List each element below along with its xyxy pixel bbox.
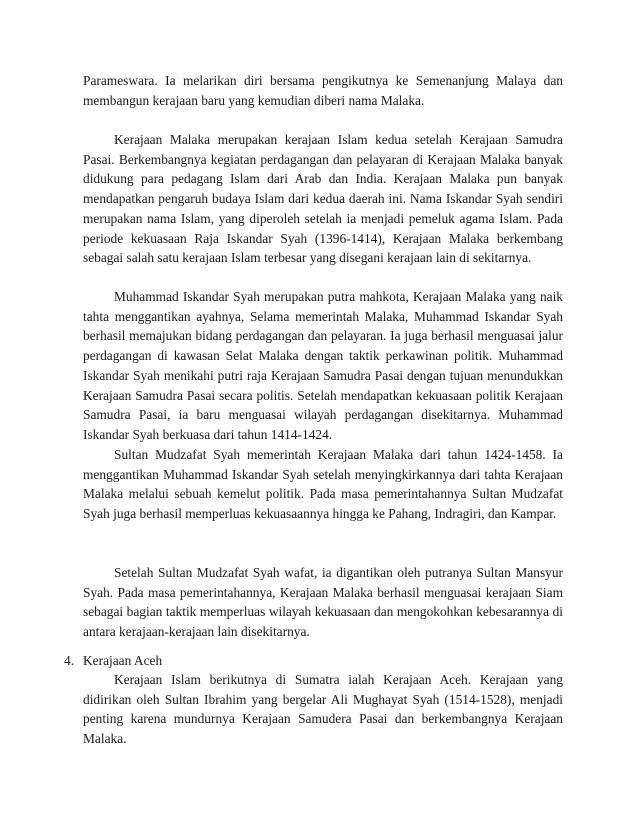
paragraph-sultan-mudzafat-syah: Sultan Mudzafat Syah memerintah Kerajaan Malaka dari tahun 1424-1458. Ia menggantikan Muhammad Iskandar Syah setelah menyingkirkannya dari tahta Kerajaan Malaka melalui sebuah kemelut politik. Pada masa pemerintahannya Sultan Mudzafat Syah juga berhasil memperluas kekuasaannya hingga ke Pahang, Indragiri, dan Kampar. [83, 447, 563, 522]
paragraph-sultan-mansyur-syah: Setelah Sultan Mudzafat Syah wafat, ia digantikan oleh putranya Sultan Mansyur Syah. Pada masa pemerintahannya, Kerajaan Malaka berhasil menguasai kerajaan Siam sebagai bagian taktik memperluas wilayah kekuasaan dan mengokohkan kebesarannya di antara kerajaan-kerajaan lain disekitarnya. [83, 565, 563, 640]
list-item-number: 4. [64, 653, 75, 668]
paragraph-muhammad-iskandar-syah: Muhammad Iskandar Syah merupakan putra mahkota, Kerajaan Malaka yang naik tahta menggantikan ayahnya, Selama memerintah Malaka, Muhammad Iskandar Syah berhasil memajukan bidang perdagangan dan pelayaran. Ia juga berhasil menguasai jalur perdagangan di kawasan Selat Malaka dengan taktik perkawinan politik. Muhammad Iskandar Syah menikahi putri raja Kerajaan Samudra Pasai dengan tujuan menundukkan Kerajaan Samudra Pasai secara politis. Setelah mendapatkan kekuasaan politik Kerajaan Samudra Pasai, ia baru menguasai wilayah perdagangan disekitarnya. Muhammad Iskandar Syah berkuasa dari tahun 1414-1424. [83, 289, 563, 442]
paragraph-kerajaan-aceh: Kerajaan Islam berikutnya di Sumatra ialah Kerajaan Aceh. Kerajaan yang didirikan oleh Sultan Ibrahim yang bergelar Ali Mughayat Syah (1514-1528), menjadi penting karena mundurnya Kerajaan Samudera Pasai dan berkembangnya Kerajaan Malaka. [83, 672, 563, 747]
paragraph-kerajaan-malaka-islam: Kerajaan Malaka merupakan kerajaan Islam kedua setelah Kerajaan Samudra Pasai. Berkembangnya kegiatan perdagangan dan pelayaran di Kerajaan Malaka banyak didukung para pedagang Islam dari Arab dan India. Kerajaan Malaka pun banyak mendapatkan pengaruh budaya Islam dari kedua daerah ini. Nama Iskandar Syah sendiri merupakan nama Islam, yang diperoleh setelah ia menjadi pemeluk agama Islam. Pada periode kekuasaan Raja Iskandar Syah (1396-1414), Kerajaan Malaka berkembang sebagai salah satu kerajaan Islam terbesar yang disegani kerajaan lain di sekitarnya. [83, 132, 563, 266]
paragraph-parameswara: Parameswara. Ia melarikan diri bersama pengikutnya ke Semenanjung Malaya dan membangun kerajaan baru yang kemudian diberi nama Malaka. [83, 73, 563, 108]
section-heading: Kerajaan Aceh [83, 653, 163, 668]
